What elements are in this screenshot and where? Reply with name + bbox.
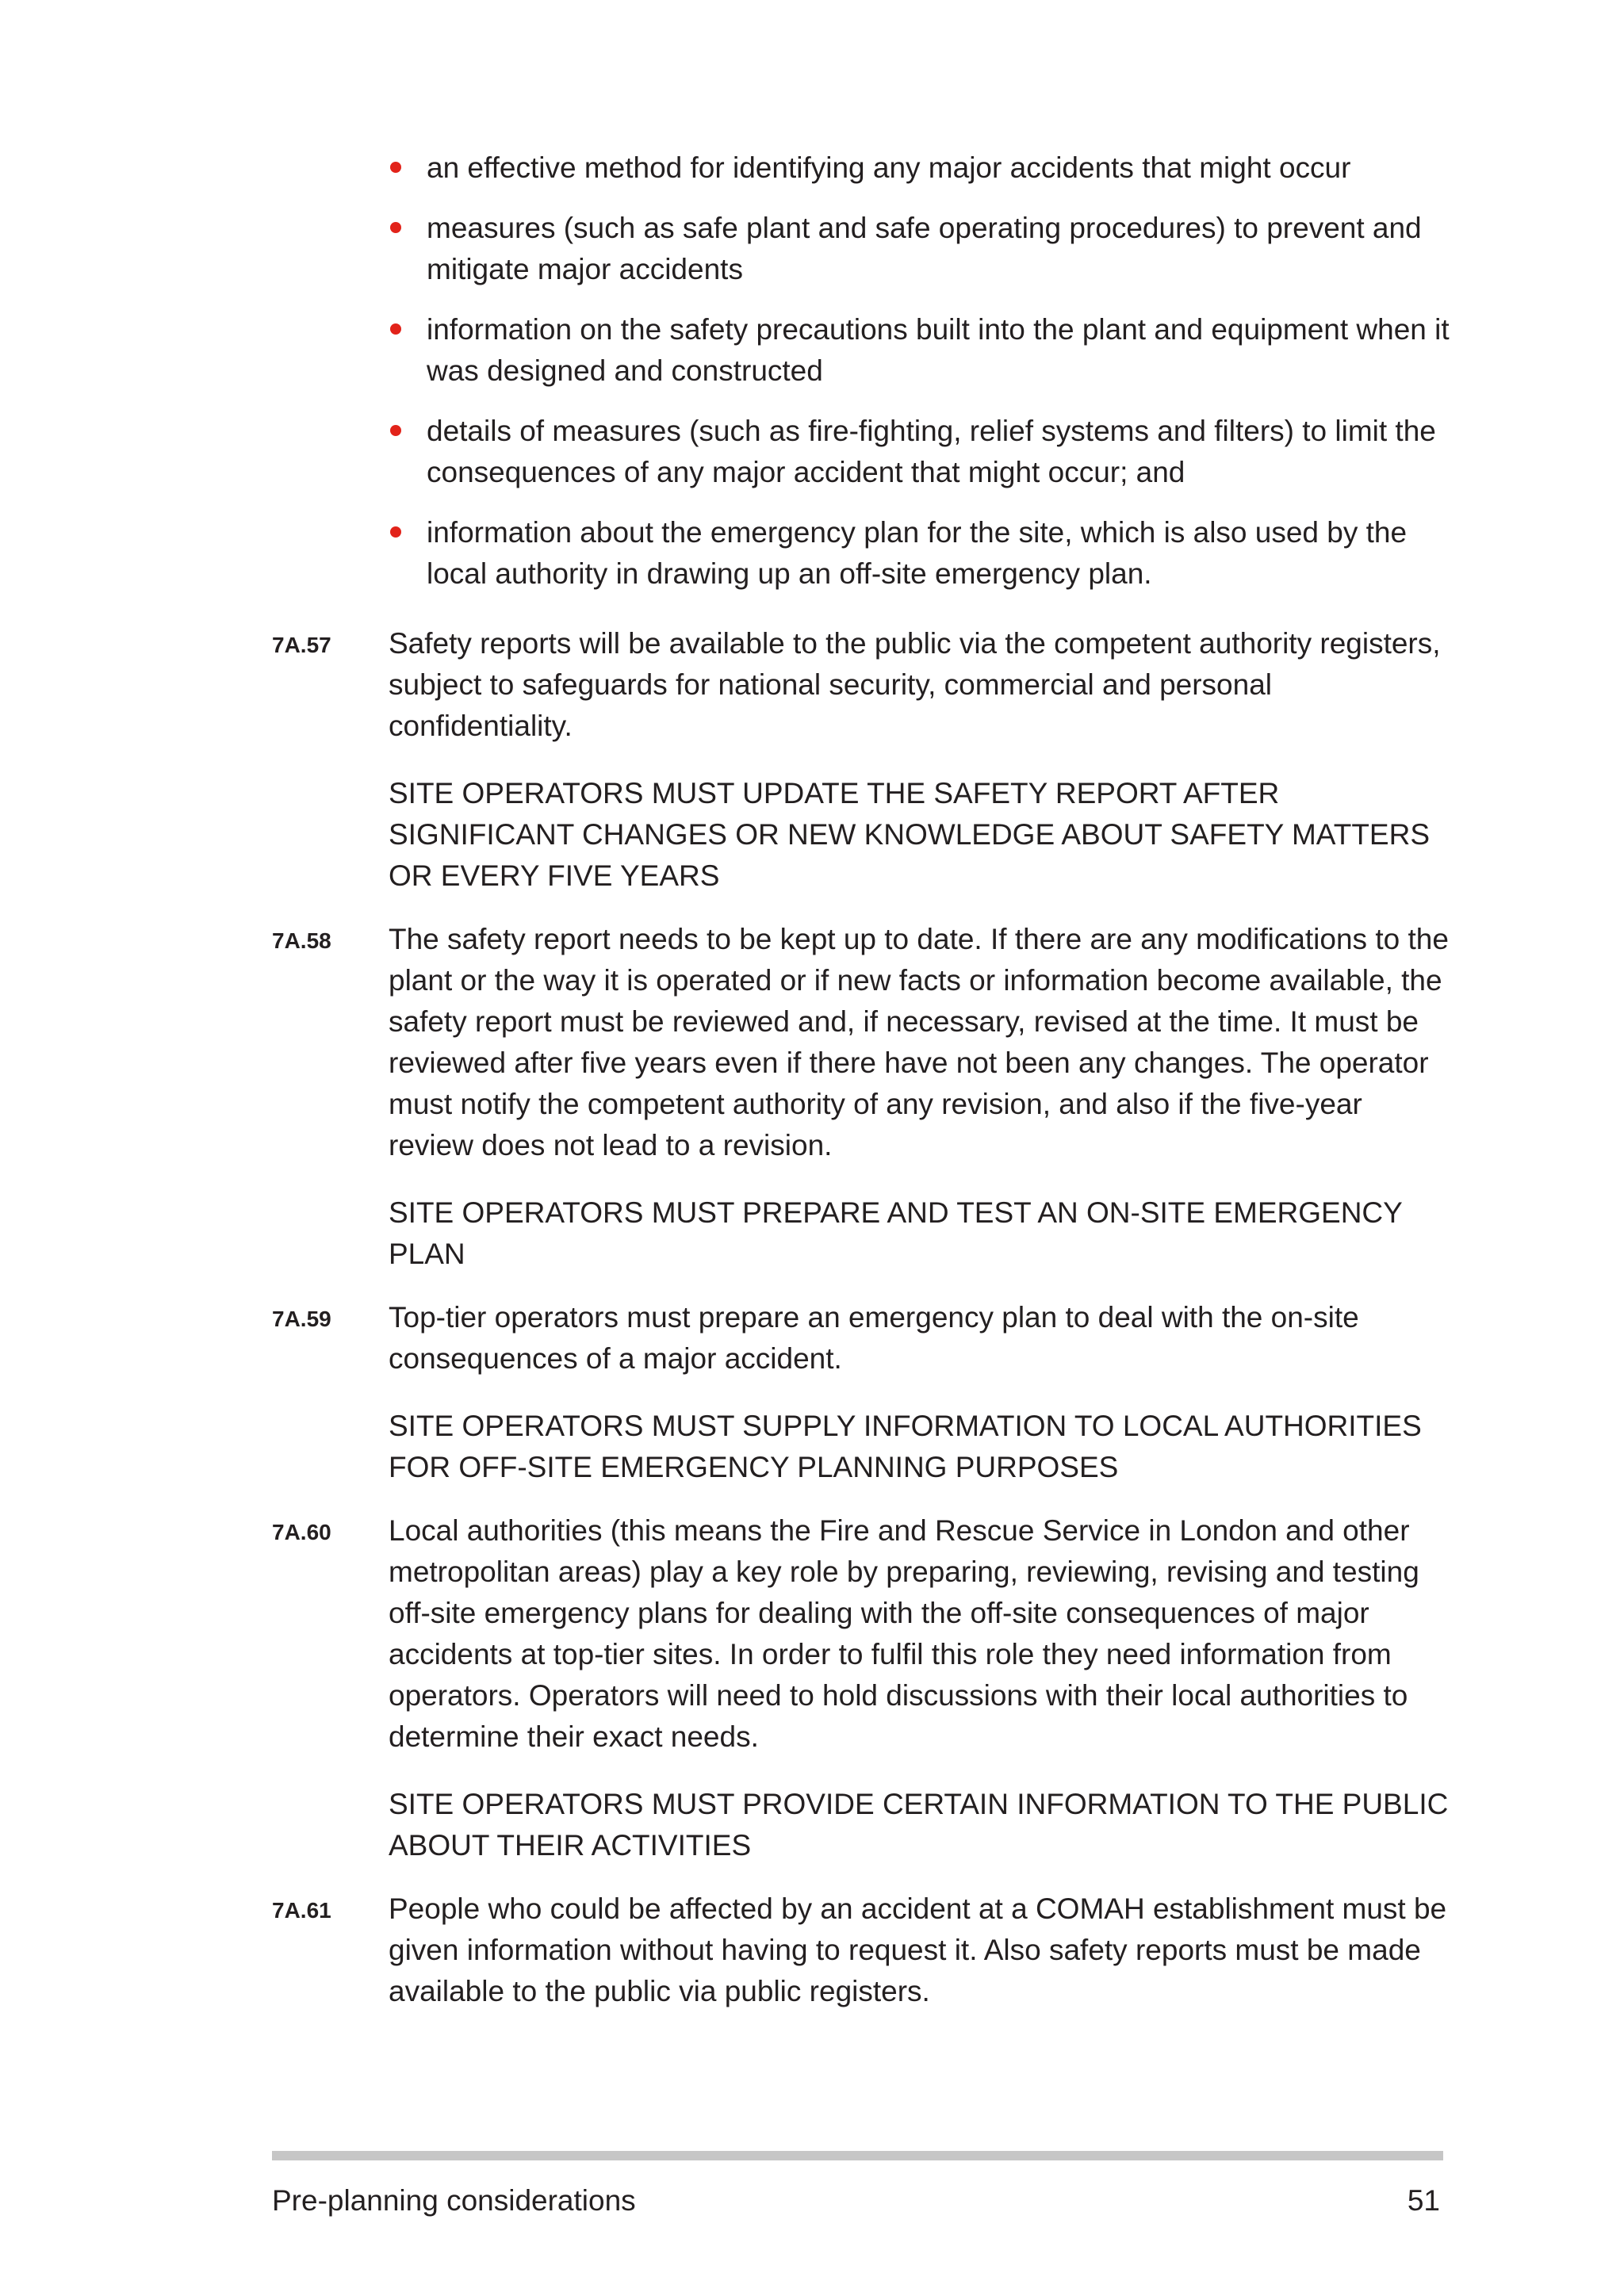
- paragraph-text: People who could be affected by an accident at a COMAH establishment must be given information without having to request it. Also safety reports must be made available to the public via public registers.: [389, 1892, 1447, 2007]
- page-number: 51: [1407, 2184, 1440, 2217]
- bullet-text: an effective method for identifying any major accidents that might occur: [427, 151, 1351, 184]
- list-item: [389, 208, 1451, 290]
- bullet-list: [389, 147, 1451, 614]
- paragraph-7a57: [272, 623, 1454, 747]
- paragraph-text: Local authorities (this means the Fire and Rescue Service in London and other metropolitan areas) play a key role by preparing, reviewing, revising and testing off-site emergency plans for dealing with the off-site consequences of major accidents at top-tier sites. In order to fulfil this role they need information from operators. Operators will need to hold discussions with their local authorities to determine their exact needs.: [389, 1514, 1419, 1753]
- paragraph-number: 7A.58: [272, 928, 331, 953]
- list-item: [389, 512, 1451, 595]
- paragraph-7a58: [272, 919, 1454, 1166]
- section-heading: SITE OPERATORS MUST PROVIDE CERTAIN INFORMATION TO THE PUBLIC ABOUT THEIR ACTIVITIES: [389, 1788, 1449, 1862]
- footer-divider: [272, 2151, 1443, 2160]
- list-item: [389, 147, 1451, 189]
- bullet-text: details of measures (such as fire-fighting, relief systems and filters) to limit the consequences of any major accident that might occur; and: [427, 415, 1436, 488]
- paragraph-7a60: [272, 1510, 1454, 1758]
- bullet-text: information about the emergency plan for the site, which is also used by the local authority in drawing up an off-site emergency plan.: [427, 516, 1408, 590]
- paragraph-number: 7A.61: [272, 1898, 331, 1923]
- paragraph-7a59: [272, 1297, 1454, 1380]
- paragraph-number: 7A.57: [272, 633, 331, 657]
- main-content: [272, 623, 1454, 2038]
- bullet-icon: [390, 222, 401, 233]
- bullet-text: information on the safety precautions built into the plant and equipment when it was designed and constructed: [427, 313, 1450, 387]
- list-item: [389, 411, 1451, 493]
- section-heading: SITE OPERATORS MUST PREPARE AND TEST AN ON-SITE EMERGENCY PLAN: [389, 1196, 1403, 1270]
- paragraph-number: 7A.59: [272, 1307, 331, 1331]
- paragraph-7a61: [272, 1888, 1454, 2012]
- paragraph-text: Top-tier operators must prepare an emergency plan to deal with the on-site consequences of a major accident.: [389, 1301, 1359, 1375]
- bullet-icon: [390, 162, 401, 173]
- footer-title: Pre-planning considerations: [272, 2184, 636, 2217]
- bullet-icon: [390, 323, 401, 335]
- paragraph-number: 7A.60: [272, 1520, 331, 1544]
- list-item: [389, 309, 1451, 392]
- bullet-icon: [390, 425, 401, 436]
- bullet-text: measures (such as safe plant and safe operating procedures) to prevent and mitigate major accidents: [427, 212, 1422, 285]
- paragraph-text: The safety report needs to be kept up to date. If there are any modifications to the plant or the way it is operated or if new facts or information become available, the safety report must be reviewed and, if necessary, revised at the time. It must be reviewed after five years even if there have not been any changes. The operator must notify the competent authority of any revision, and also if the five-year review does not lead to a revision.: [389, 923, 1449, 1161]
- paragraph-text: Safety reports will be available to the public via the competent authority registers, subject to safeguards for national security, commercial and personal confidentiality.: [389, 627, 1441, 742]
- section-heading: SITE OPERATORS MUST UPDATE THE SAFETY REPORT AFTER SIGNIFICANT CHANGES OR NEW KNOWLEDGE ABOUT SAFETY MATTERS OR EVERY FIVE YEARS: [389, 777, 1430, 892]
- bullet-icon: [390, 526, 401, 538]
- section-heading: SITE OPERATORS MUST SUPPLY INFORMATION TO LOCAL AUTHORITIES FOR OFF-SITE EMERGENCY PLANNING PURPOSES: [389, 1410, 1422, 1483]
